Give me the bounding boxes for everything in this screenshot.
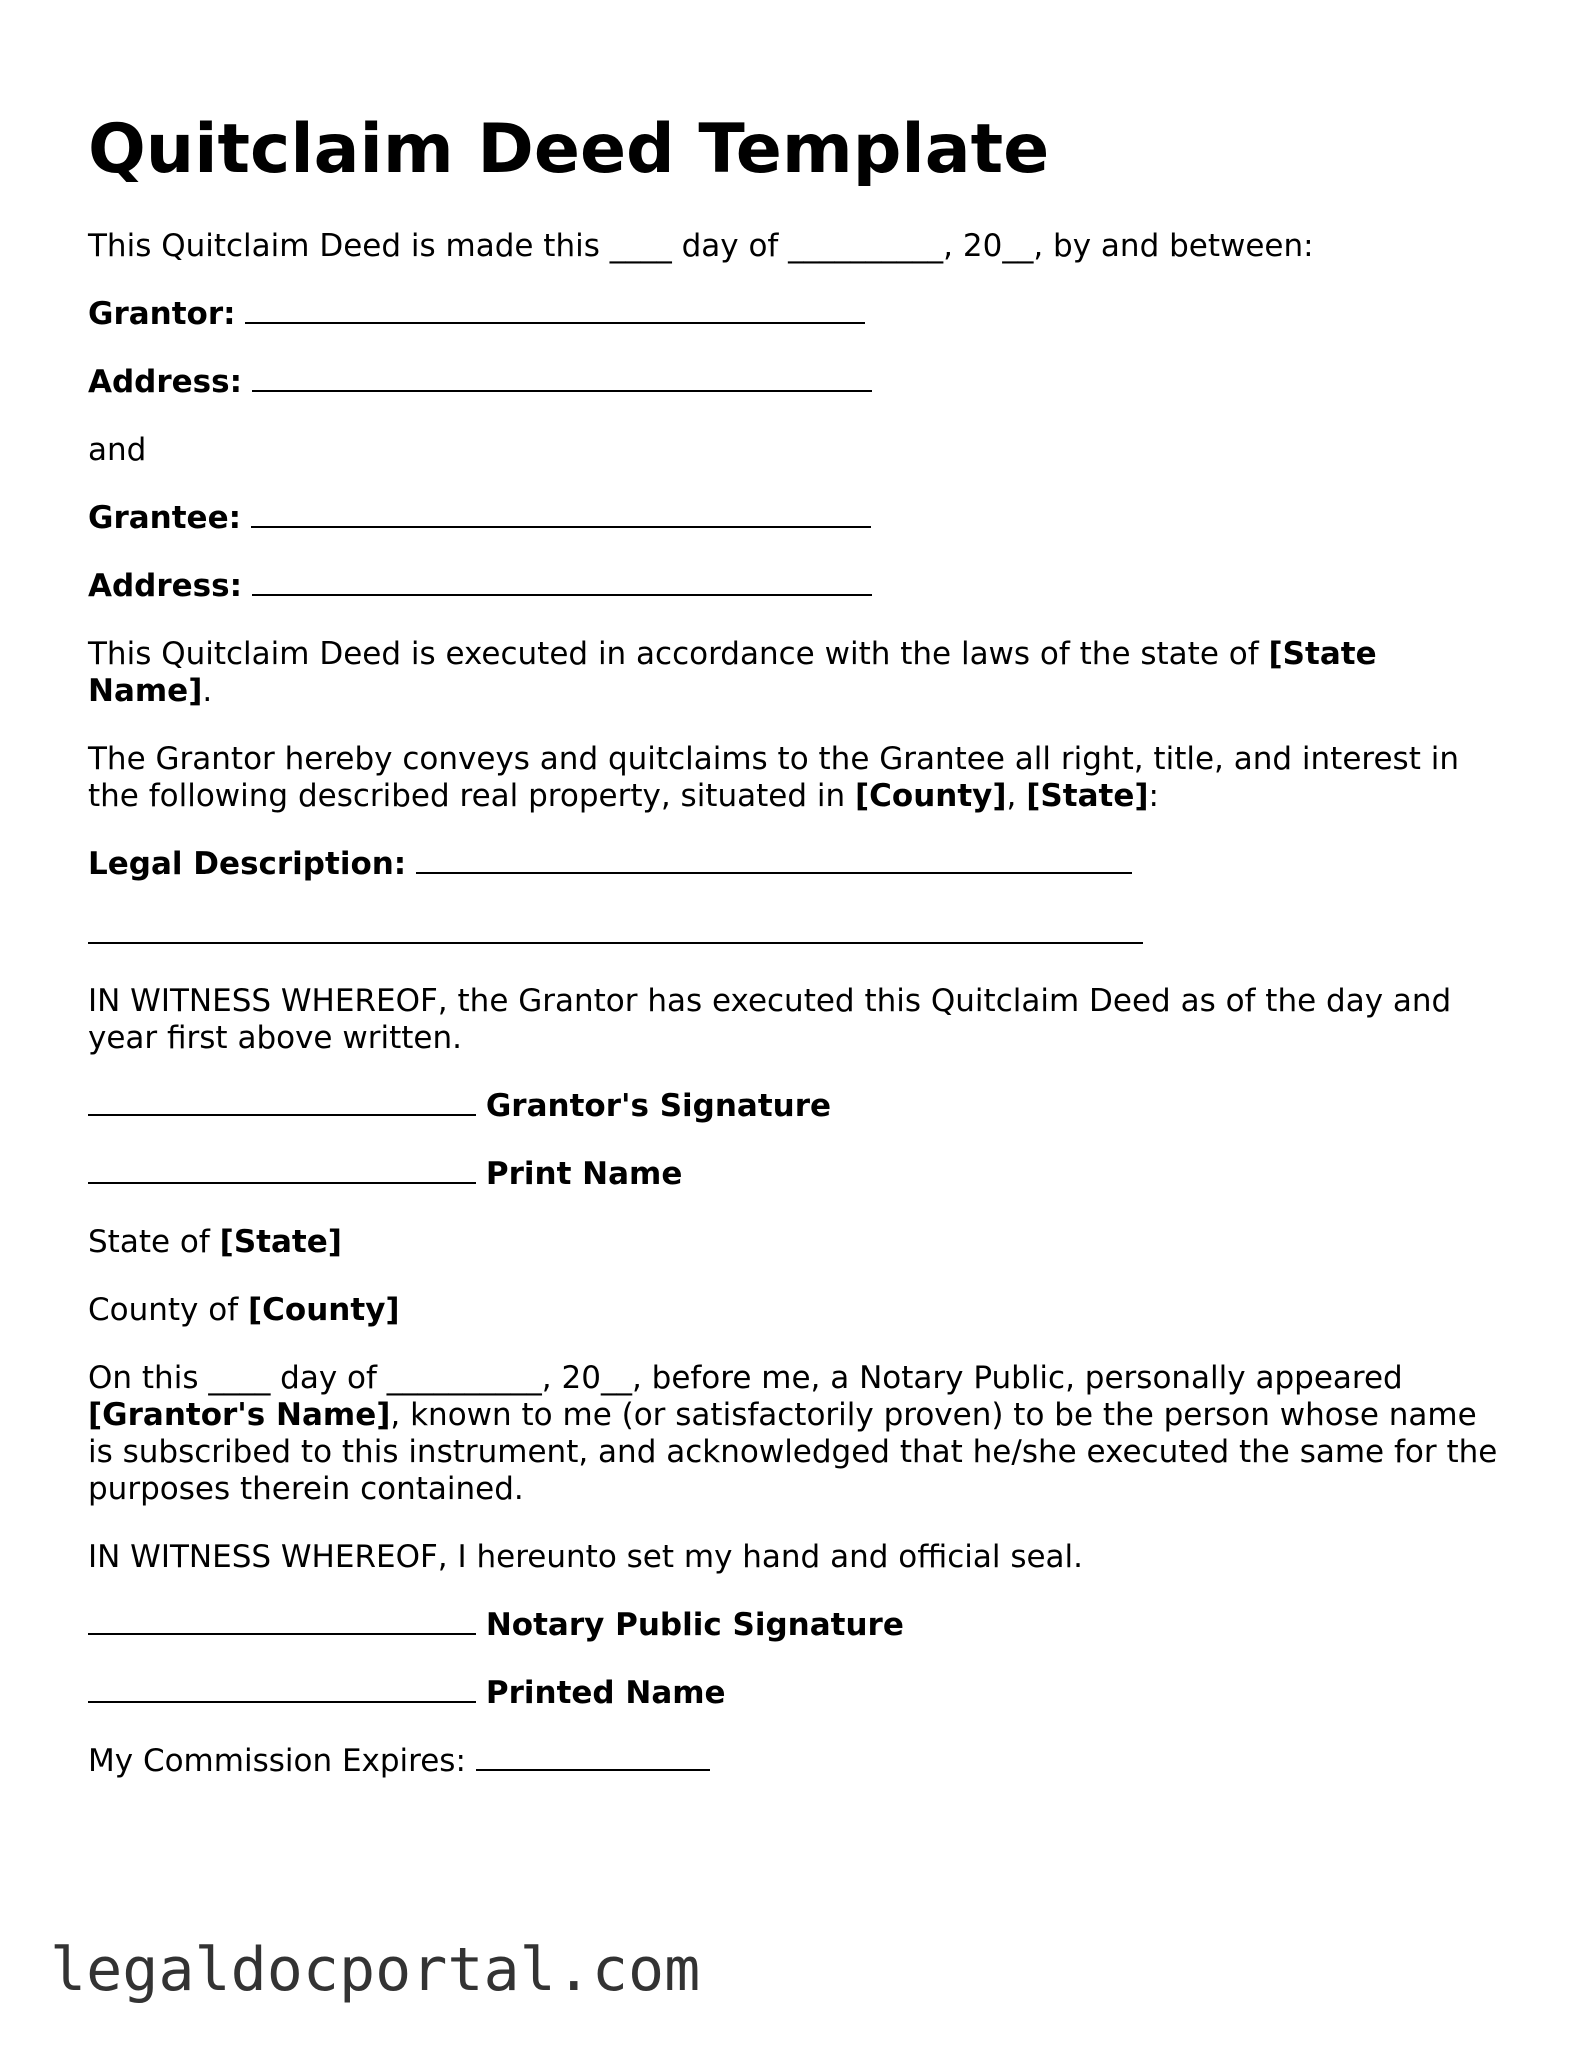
convey-line-1: The Grantor hereby conveys and quitclaims to the Grantee all right, title, and interest in [88,741,1459,777]
legal-description-blank-2 [88,916,1143,944]
legal-description-line [88,846,1132,883]
commission-line [88,1743,710,1780]
grantor-signature-line [88,1088,831,1125]
grantee-line [88,500,871,537]
print-name-label: Print Name [485,1156,683,1192]
commission-blank [476,1743,710,1771]
notary-signature-line [88,1607,904,1644]
grantor-signature-blank [88,1088,476,1116]
witness-line-2: year first above written. [88,1020,462,1056]
intro-line: This Quitclaim Deed is made this ____ day of __________, 20__, by and between: [88,228,1314,264]
grantor-blank [245,296,865,324]
printed-name-line [88,1675,726,1712]
legal-description-label: Legal Description: [88,846,407,882]
laws-line-2 [88,673,212,710]
grantee-address-line [88,568,872,605]
grantee-label: Grantee: [88,500,241,536]
convey-text: the following described real property, situated in [88,778,846,814]
printed-name-blank [88,1675,476,1703]
notary-signature-label: Notary Public Signature [485,1607,904,1643]
convey-county: [County] [854,778,1007,814]
laws-period: . [202,673,213,709]
county-of-line [88,1292,400,1329]
site-watermark: legaldocportal.com [50,1935,701,2005]
print-name-blank [88,1156,476,1184]
witness-seal-line: IN WITNESS WHEREOF, I hereunto set my hand and official seal. [88,1539,1084,1575]
state-of-value: [State] [219,1224,342,1260]
and-text: and [88,432,147,468]
convey-line-2 [88,778,1159,815]
notary-grantor-name: [Grantor's Name] [88,1397,391,1433]
notary-line-2 [88,1397,1477,1434]
county-of-label: County of [88,1292,239,1328]
commission-label: My Commission Expires: [88,1743,466,1779]
notary-line-4: purposes therein contained. [88,1471,524,1507]
laws-text: This Quitclaim Deed is executed in accordance with the laws of the state of [88,636,1259,672]
grantor-address-label: Address: [88,364,242,400]
print-name-line [88,1156,682,1193]
county-of-value: [County] [248,1292,400,1328]
state-of-line [88,1224,342,1261]
grantee-address-blank [252,568,872,596]
witness-line-1: IN WITNESS WHEREOF, the Grantor has executed this Quitclaim Deed as of the day and [88,983,1452,1019]
notary-line-3: is subscribed to this instrument, and acknowledged that he/she executed the same for the [88,1434,1498,1470]
grantee-blank [251,500,871,528]
grantor-address-blank [252,364,872,392]
laws-state: [State [1268,636,1377,672]
convey-comma: , [1006,778,1017,814]
grantee-address-label: Address: [88,568,242,604]
page-title: Quitclaim Deed Template [88,110,1050,189]
grantor-signature-label: Grantor's Signature [485,1088,832,1124]
grantor-line [88,296,865,333]
laws-state-name: Name] [88,673,203,709]
convey-colon: : [1148,778,1159,814]
printed-name-label: Printed Name [485,1675,726,1711]
convey-state: [State] [1026,778,1149,814]
grantor-label: Grantor: [88,296,236,332]
state-of-label: State of [88,1224,210,1260]
notary-signature-blank [88,1607,476,1635]
legal-description-blank [416,846,1132,874]
legal-description-continuation [88,916,1143,953]
grantor-address-line [88,364,872,401]
notary-line-1: On this ____ day of __________, 20__, before me, a Notary Public, personally appeared [88,1360,1403,1396]
notary-line-2-rest: , known to me (or satisfactorily proven) to be the person whose name [390,1397,1477,1433]
laws-line-1 [88,636,1377,673]
